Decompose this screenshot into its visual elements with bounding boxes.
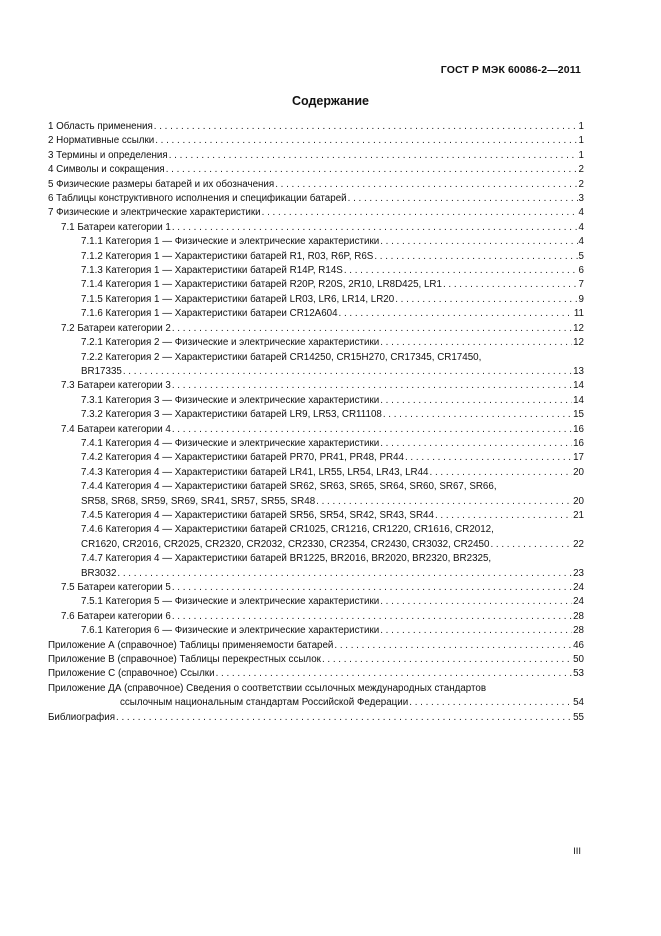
toc-dot-leader — [430, 466, 573, 480]
toc-entry-page: 4 — [578, 221, 584, 233]
toc-entry-title: Приложение С (справочное) Ссылки — [48, 668, 215, 680]
toc-dot-leader — [405, 451, 572, 465]
toc-dot-leader — [395, 293, 577, 307]
toc-dot-leader — [348, 192, 578, 206]
toc-entry[interactable] — [81, 408, 584, 422]
toc-entry-page: 11 — [573, 308, 584, 320]
toc-entry-title: 7.4.7 Категория 4 — Характеристики батарей BR1225, BR2016, BR2020, BR2320, BR2325, — [81, 553, 492, 565]
toc-dot-leader — [116, 711, 572, 725]
toc-dot-leader — [275, 178, 577, 192]
toc-entry-title: 4 Символы и сокращения — [48, 164, 165, 176]
toc-entry-title: 7.1.3 Категория 1 — Характеристики батарей R14P, R14S — [81, 265, 343, 277]
toc-entry-page: 24 — [573, 596, 584, 608]
toc-dot-leader — [154, 120, 578, 134]
toc-entry-title: 7.1.2 Категория 1 — Характеристики батарей R1, R03, R6P, R6S — [81, 250, 374, 262]
toc-dot-leader — [155, 134, 577, 148]
toc-entry[interactable] — [81, 523, 584, 552]
page-number: III — [573, 846, 581, 857]
toc-entry-page: 17 — [573, 452, 584, 464]
toc-dot-leader — [316, 495, 572, 509]
toc-dot-leader — [322, 653, 572, 667]
toc-entry-page: 13 — [573, 365, 584, 377]
toc-entry-title: 7.4.4 Категория 4 — Характеристики батарей SR62, SR63, SR65, SR64, SR60, SR67, SR66, — [81, 481, 497, 493]
toc-entry[interactable] — [48, 192, 584, 206]
toc-entry[interactable] — [61, 379, 584, 393]
page-title: Содержание — [291, 94, 369, 108]
toc-entry[interactable] — [48, 163, 584, 177]
toc-entry-page: 50 — [573, 654, 584, 666]
toc-entry-title: Приложение А (справочное) Таблицы применяемости батарей — [48, 639, 334, 651]
toc-entry-page: 53 — [573, 668, 584, 680]
toc-dot-leader — [172, 581, 572, 595]
toc-entry-title: 7.1.4 Категория 1 — Характеристики батарей R20P, R20S, 2R10, LR8D425, LR1 — [81, 279, 442, 291]
toc-entry-page: 12 — [573, 322, 584, 334]
toc-entry-title: 7 Физические и электрические характеристики — [48, 207, 261, 219]
toc-entry-title: 7.1.5 Категория 1 — Характеристики батарей LR03, LR6, LR14, LR20 — [81, 293, 395, 305]
toc-entry-page: 2 — [578, 178, 584, 190]
toc-entry-page: 46 — [573, 639, 584, 651]
toc-entry-title: 7.2 Батареи категории 2 — [61, 322, 171, 334]
toc-entry-page: 16 — [573, 423, 584, 435]
toc-entry-page: 14 — [573, 394, 584, 406]
toc-dot-leader — [166, 163, 578, 177]
toc-entry[interactable] — [81, 595, 584, 609]
toc-entry-title: 7.4 Батареи категории 4 — [61, 423, 171, 435]
toc-entry[interactable] — [61, 221, 584, 235]
toc-entry-title-continued: BR3032 — [81, 567, 117, 579]
toc-entry-page: 7 — [578, 279, 584, 291]
toc-entry[interactable] — [81, 336, 584, 350]
toc-entry-title: 3 Термины и определения — [48, 149, 168, 161]
toc-dot-leader — [374, 250, 577, 264]
document-code-header: ГОСТ Р МЭК 60086-2—2011 — [440, 64, 581, 76]
toc-entry[interactable] — [48, 667, 584, 681]
toc-entry-title-continued: CR1620, CR2016, CR2025, CR2320, CR2032, CR2330, CR2354, CR2430, CR3032, CR2450 — [81, 538, 490, 550]
toc-entry[interactable] — [81, 552, 584, 581]
toc-entry-page: 6 — [578, 265, 584, 277]
toc-dot-leader — [383, 408, 572, 422]
toc-dot-leader — [380, 595, 572, 609]
toc-entry-title: 1 Область применения — [48, 121, 153, 132]
toc-entry-title: 7.3.2 Категория 3 — Характеристики батарей LR9, LR53, CR11108 — [81, 409, 382, 421]
toc-entry-page: 4 — [578, 236, 584, 248]
toc-entry[interactable] — [81, 624, 584, 638]
toc-entry-title: 7.6 Батареи категории 6 — [61, 610, 171, 622]
toc-entry[interactable] — [81, 394, 584, 408]
toc-dot-leader — [262, 206, 578, 220]
toc-entry[interactable] — [61, 581, 584, 595]
toc-dot-leader — [172, 423, 572, 437]
toc-dot-leader — [216, 667, 573, 681]
toc-entry[interactable] — [48, 149, 584, 163]
toc-entry-title: Приложение В (справочное) Таблицы перекрестных ссылок — [48, 654, 321, 666]
toc-dot-leader — [380, 235, 577, 249]
toc-entry-title: 7.2.1 Категория 2 — Физические и электрические характеристики — [81, 337, 380, 349]
toc-dot-leader — [339, 307, 573, 321]
toc-entry[interactable] — [81, 509, 584, 523]
toc-dot-leader — [172, 221, 578, 235]
toc-entry-title: Приложение ДА (справочное) Сведения о соответствии ссылочных международных стандартов — [48, 682, 487, 694]
toc-entry[interactable] — [81, 278, 584, 292]
toc-entry-title: Библиография — [48, 711, 116, 723]
toc-entry-page: 12 — [573, 337, 584, 349]
toc-entry-page: 14 — [573, 380, 584, 392]
toc-dot-leader — [123, 365, 572, 379]
toc-entry[interactable] — [81, 451, 584, 465]
toc-entry-title: 7.6.1 Категория 6 — Физические и электрические характеристики — [81, 625, 380, 637]
toc-entry[interactable] — [48, 682, 584, 711]
toc-entry-title: 7.1.1 Категория 1 — Физические и электрические характеристики — [81, 236, 380, 248]
toc-entry[interactable] — [61, 423, 584, 437]
toc-dot-leader — [172, 610, 572, 624]
toc-entry-page: 5 — [578, 250, 584, 262]
toc-entry-title: 7.2.2 Категория 2 — Характеристики батарей CR14250, CR15H270, CR17345, CR17450, — [81, 351, 482, 363]
toc-entry[interactable] — [48, 653, 584, 667]
toc-entry-title: 7.3.1 Категория 3 — Физические и электрические характеристики — [81, 394, 380, 406]
toc-entry[interactable] — [48, 206, 584, 220]
toc-entry[interactable] — [81, 264, 584, 278]
toc-entry-page: 9 — [578, 293, 584, 305]
toc-entry-page: 20 — [573, 495, 584, 507]
toc-entry-page: 24 — [573, 582, 584, 593]
toc-dot-leader — [380, 336, 572, 350]
toc-entry-title-continued: ссылочным национальным стандартам Российской Федерации — [120, 697, 409, 709]
toc-entry[interactable] — [81, 466, 584, 480]
toc-entry-title: 2 Нормативные ссылки — [48, 135, 155, 147]
toc-dot-leader — [344, 264, 578, 278]
toc-dot-leader — [380, 624, 572, 638]
toc-dot-leader — [380, 437, 572, 451]
toc-entry-page: 1 — [578, 135, 584, 147]
toc-entry[interactable] — [81, 480, 584, 509]
toc-entry[interactable] — [81, 293, 584, 307]
toc-entry[interactable] — [48, 711, 584, 725]
toc-entry-page: 21 — [573, 509, 584, 521]
toc-dot-leader — [334, 639, 572, 653]
toc-entry[interactable] — [81, 307, 584, 321]
toc-entry-title: 7.4.1 Категория 4 — Физические и электрические характеристики — [81, 437, 380, 449]
toc-entry-title: 6 Таблицы конструктивного исполнения и спецификации батарей — [48, 193, 347, 205]
toc-entry-page: 2 — [578, 164, 584, 176]
toc-entry-page: 28 — [573, 610, 584, 622]
toc-entry-title: 7.3 Батареи категории 3 — [61, 380, 171, 392]
toc-entry-title: 5 Физические размеры батарей и их обозначения — [48, 178, 275, 190]
toc-entry[interactable] — [61, 610, 584, 624]
toc-entry[interactable] — [81, 437, 584, 451]
toc-dot-leader — [169, 149, 578, 163]
toc-entry-page: 15 — [573, 409, 584, 421]
toc-dot-leader — [380, 394, 572, 408]
toc-entry[interactable] — [81, 351, 584, 380]
toc-entry-title: 7.1 Батареи категории 1 — [61, 221, 171, 233]
toc-entry[interactable] — [81, 250, 584, 264]
table-of-contents — [48, 120, 584, 725]
toc-entry-title: 7.5.1 Категория 5 — Физические и электрические характеристики — [81, 596, 380, 608]
toc-entry[interactable] — [48, 134, 584, 148]
toc-entry-page: 1 — [578, 121, 584, 132]
toc-dot-leader — [117, 567, 572, 581]
toc-entry-title: 7.4.5 Категория 4 — Характеристики батарей SR56, SR54, SR42, SR43, SR44 — [81, 509, 434, 521]
toc-entry-title-continued: SR58, SR68, SR59, SR69, SR41, SR57, SR55, SR48 — [81, 495, 316, 507]
toc-entry[interactable] — [48, 639, 584, 653]
toc-entry-title: 7.5 Батареи категории 5 — [61, 582, 171, 593]
toc-entry-title: 7.4.3 Категория 4 — Характеристики батарей LR41, LR55, LR54, LR43, LR44 — [81, 466, 429, 478]
toc-entry[interactable] — [61, 322, 584, 336]
toc-entry[interactable] — [48, 178, 584, 192]
toc-entry-page: 16 — [573, 437, 584, 449]
toc-entry-page: 23 — [573, 567, 584, 579]
toc-entry-page: 3 — [578, 193, 584, 205]
toc-entry-page: 4 — [578, 207, 584, 219]
toc-entry-title: 7.1.6 Категория 1 — Характеристики батареи CR12A604 — [81, 308, 338, 320]
toc-dot-leader — [490, 538, 572, 552]
toc-dot-leader — [435, 509, 572, 523]
toc-entry-page: 55 — [573, 711, 584, 723]
toc-entry-title: 7.4.2 Категория 4 — Характеристики батарей PR70, PR41, PR48, PR44 — [81, 452, 404, 464]
toc-dot-leader — [443, 278, 578, 292]
toc-entry-title-continued: BR17335 — [81, 365, 122, 377]
toc-dot-leader — [172, 379, 572, 393]
toc-entry-page: 1 — [578, 149, 584, 161]
toc-dot-leader — [409, 696, 572, 710]
toc-entry-title: 7.4.6 Категория 4 — Характеристики батарей CR1025, CR1216, CR1220, CR1616, CR2012, — [81, 524, 494, 536]
toc-entry-page: 54 — [573, 697, 584, 709]
toc-entry-page: 20 — [573, 466, 584, 478]
toc-entry[interactable] — [48, 120, 584, 134]
toc-entry-page: 28 — [573, 625, 584, 637]
toc-entry[interactable] — [81, 235, 584, 249]
toc-dot-leader — [172, 322, 572, 336]
toc-entry-page: 22 — [573, 538, 584, 550]
